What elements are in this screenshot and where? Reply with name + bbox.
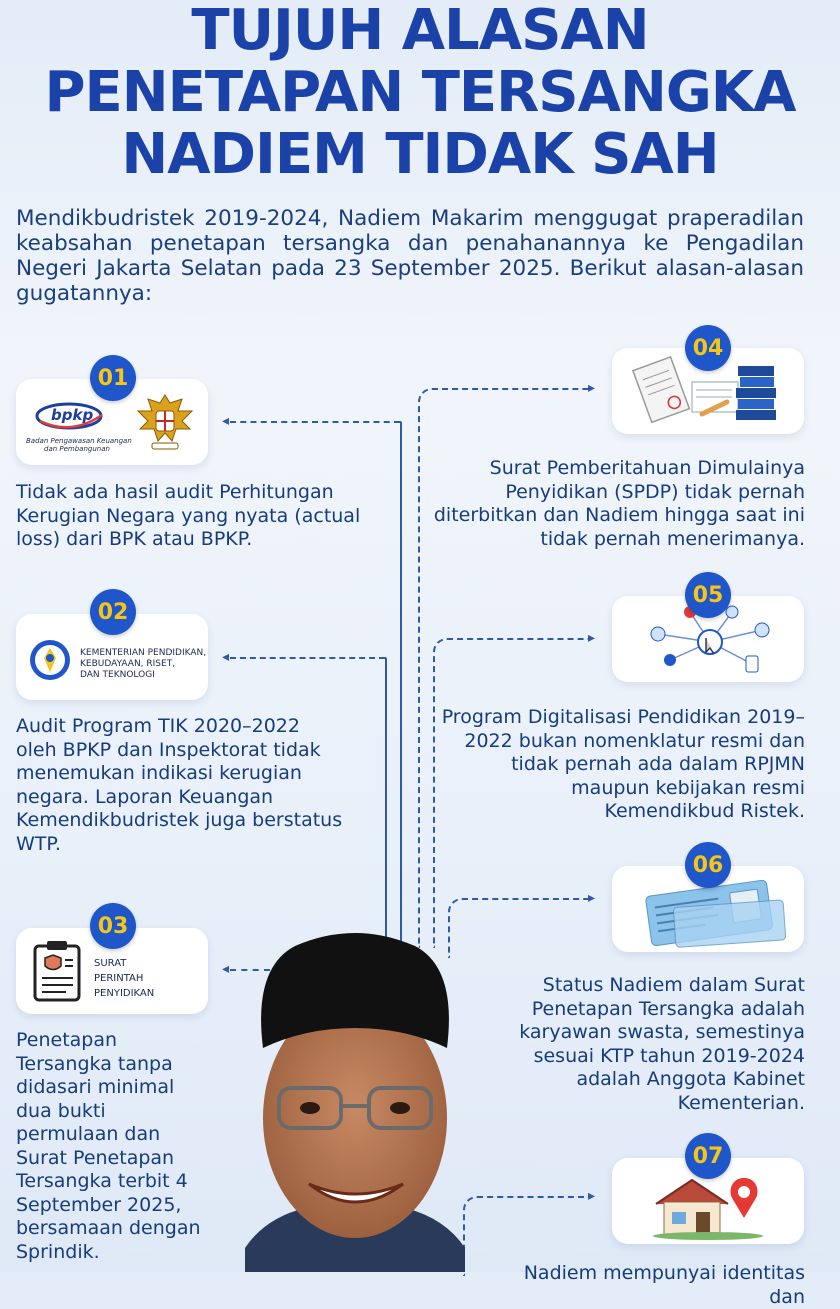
reason-07-text: Nadiem mempunyai identitas dan <box>523 1262 805 1308</box>
reason-04-text: Surat Pemberitahuan Dimulainya Penyidikan (SPDP) tidak pernah diterbitkan dan Nadiem hingga saat ini tidak pernah menerimanya. <box>433 457 805 550</box>
garuda-emblem-icon <box>132 389 198 459</box>
kemendikbud-label-2: KEBUDAYAAN, RISET, <box>80 659 176 669</box>
sprindik-label-3: PENYIDIKAN <box>94 988 155 999</box>
bpkp-logo-text: bpkp <box>51 406 94 424</box>
reason-07-badge: 07 <box>685 1133 731 1179</box>
page-title <box>0 0 840 186</box>
kemendikbud-label-1: KEMENTERIAN PENDIDIKAN, <box>80 648 207 658</box>
nadiem-portrait <box>225 928 485 1272</box>
reason-04-badge: 04 <box>685 325 731 371</box>
reason-02-badge: 02 <box>90 589 136 635</box>
title-line-2: PENETAPAN TERSANGKA <box>44 60 796 125</box>
sprindik-label-2: PERINTAH <box>94 973 144 984</box>
reason-05-badge: 05 <box>685 572 731 618</box>
reason-01-text: Tidak ada hasil audit Perhitungan Kerugian Negara yang nyata (actual loss) dari BPK atau BPKP. <box>16 481 361 550</box>
bpkp-caption-2: dan Pembangunan <box>44 445 110 453</box>
title-line-3: NADIEM TIDAK SAH <box>121 122 719 187</box>
bpkp-logo <box>36 401 106 431</box>
reason-02-text: Audit Program TIK 2020–2022 oleh BPKP dan Inspektorat tidak menemukan indikasi kerugian negara. Laporan Keuangan Kemendikbudristek juga berstatus WTP. <box>16 715 343 855</box>
reason-05-text: Program Digitalisasi Pendidikan 2019–2022 bukan nomenklatur resmi dan tidak pernah ada dalam RPJMN maupun kebijakan resmi Kemendikbud Ristek. <box>441 706 805 822</box>
sprindik-label-1: SURAT <box>94 958 127 969</box>
reason-06-text: Status Nadiem dalam Surat Penetapan Tersangka adalah karyawan swasta, semestinya sesuai KTP tahun 2019-2024 adalah Anggota Kabinet Kementerian. <box>519 974 805 1114</box>
house-location-icon <box>648 1168 768 1244</box>
reason-01-badge: 01 <box>90 355 136 401</box>
reason-03-badge: 03 <box>90 903 136 949</box>
document-shield-icon <box>32 940 82 1006</box>
kemendikbud-logo-icon <box>28 638 72 686</box>
title-line-1: TUJUH ALASAN <box>191 0 649 63</box>
bpkp-caption-1: Badan Pengawasan Keuangan <box>26 437 132 445</box>
reason-03-text: Penetapan Tersangka tanpa didasari minimal dua bukti permulaan dan Surat Penetapan Tersangka terbit 4 September 2025, bersamaan dengan Sprindik. <box>16 1029 201 1263</box>
kemendikbud-label-3: DAN TEKNOLOGI <box>80 670 155 680</box>
intro-paragraph: Mendikbudristek 2019-2024, Nadiem Makarim menggugat praperadilan keabsahan penetapan tersangka dan penahanannya ke Pengadilan Negeri Jakarta Selatan pada 23 September 2025. Berikut alasan-alasan gugatannya: <box>16 206 804 306</box>
reason-06-badge: 06 <box>685 842 731 888</box>
